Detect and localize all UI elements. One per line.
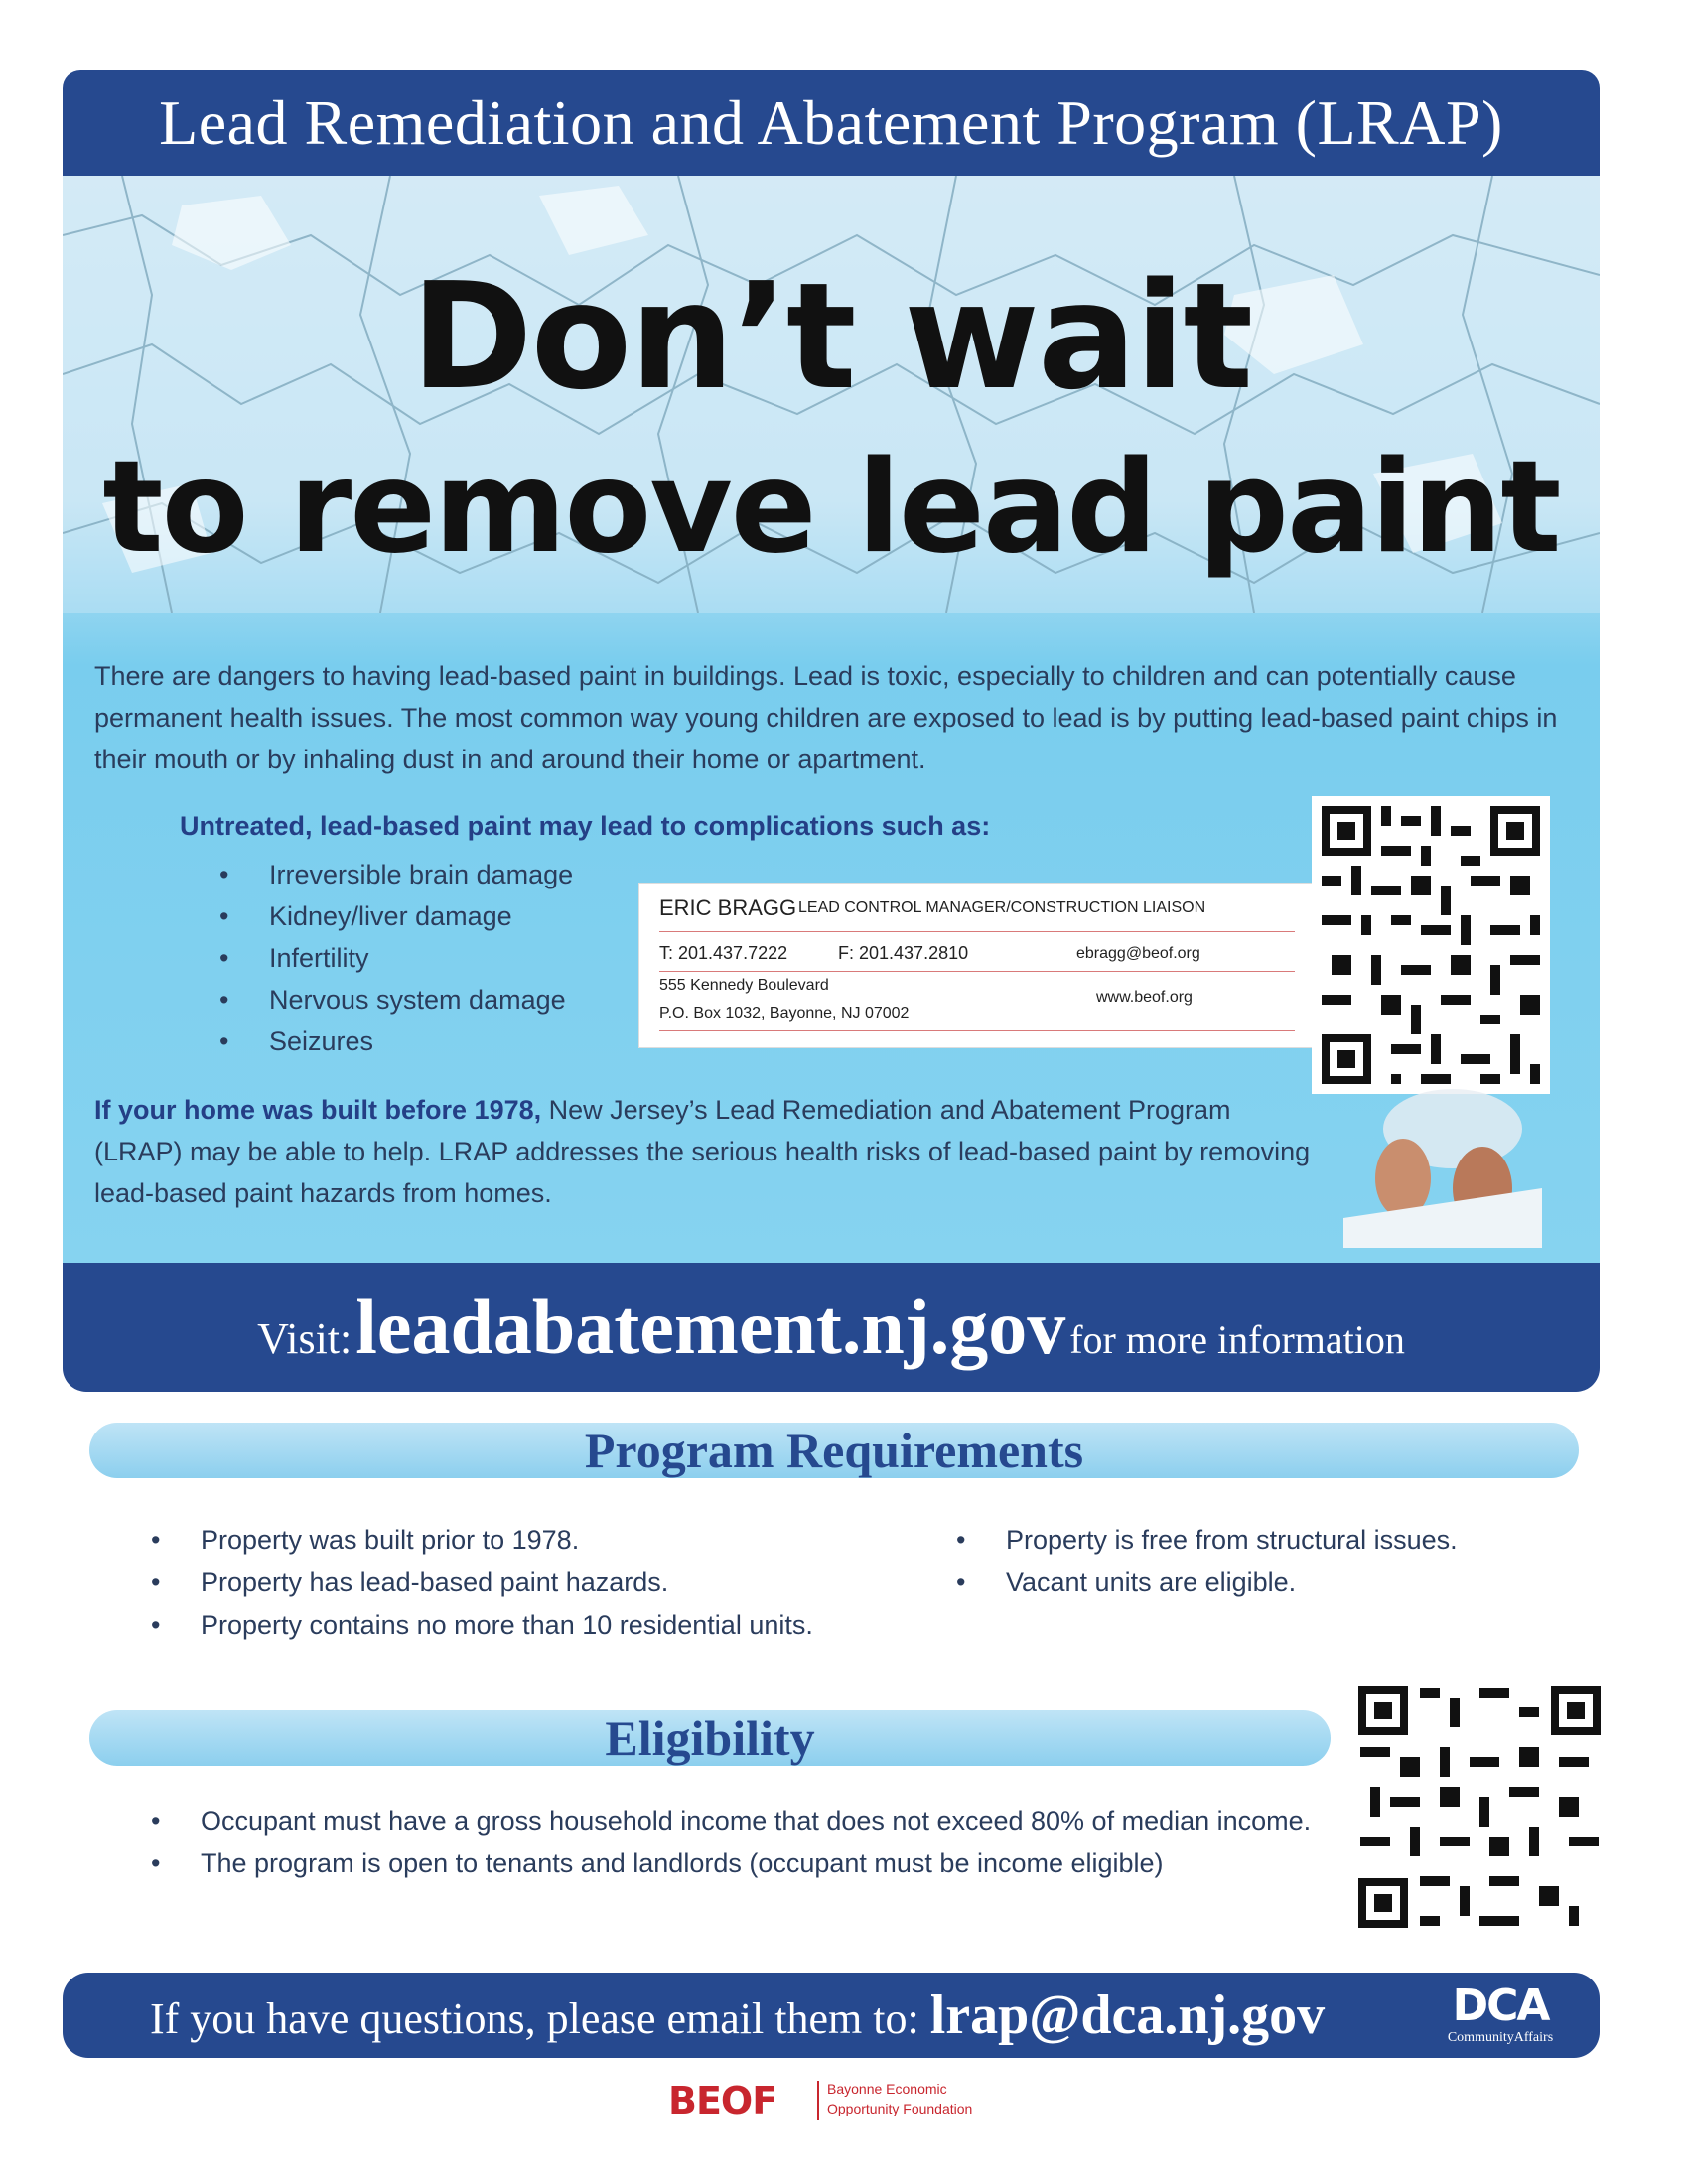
list-item: • Property contains no more than 10 residential units. <box>151 1604 813 1647</box>
pre-1978-bold: If your home was built before 1978, <box>94 1095 542 1125</box>
hero-panel <box>63 176 1600 1263</box>
contact-address-2: P.O. Box 1032, Bayonne, NJ 07002 <box>659 1005 910 1022</box>
headline-line-2: to remove lead paint <box>102 434 1560 582</box>
headline-line-1: Don’t wait <box>410 251 1252 422</box>
contact-role: LEAD CONTROL MANAGER/CONSTRUCTION LIAISON <box>798 899 1206 916</box>
complications-heading: Untreated, lead-based paint may lead to complications such as: <box>180 811 991 841</box>
dca-logo <box>1431 1982 1570 2052</box>
contact-email[interactable]: ebragg@beof.org <box>1076 945 1200 962</box>
list-item: • Property was built prior to 1978. <box>151 1519 813 1562</box>
pre-1978-paragraph <box>94 1089 1326 1214</box>
list-item: • Irreversible brain damage <box>219 854 573 895</box>
pre-1978-text: New Jersey’s Lead Remediation and Abatement Program (LRAP) may be able to help. LRAP addresses the serious health risks of lead-based paint by removing lead-based paint hazards from homes. <box>94 1095 1311 1208</box>
visit-prefix: Visit: <box>257 1314 352 1363</box>
beof-name-2: Opportunity Foundation <box>827 2101 973 2116</box>
eligibility-heading: Eligibility <box>89 1710 1331 1766</box>
contact-phone[interactable]: T: 201.437.7222 <box>659 943 788 963</box>
visit-url-link[interactable]: leadabatement.nj.gov <box>355 1284 1066 1370</box>
complications-list <box>219 854 573 1062</box>
dca-logo-sub: CommunityAffairs <box>1447 2030 1554 2045</box>
requirements-list-right <box>956 1519 1458 1604</box>
beof-logo <box>668 2077 1006 2126</box>
list-item: • The program is open to tenants and landlords (occupant must be income eligible) <box>151 1843 1323 1885</box>
requirements-heading: Program Requirements <box>89 1423 1579 1478</box>
list-item: • Occupant must have a gross household income that does not exceed 80% of median income. <box>151 1800 1323 1843</box>
contact-card <box>638 883 1316 1048</box>
dca-logo-text: DCA <box>1452 1980 1549 2031</box>
visit-bar <box>63 1263 1600 1392</box>
beof-logo-text: BEOF <box>668 2079 777 2122</box>
list-item: • Nervous system damage <box>219 979 573 1021</box>
list-item: • Vacant units are eligible. <box>956 1562 1458 1604</box>
qr-code-graphic <box>1350 1678 1609 1936</box>
qr-code-graphic <box>1312 796 1550 1094</box>
visit-suffix: for more information <box>1069 1317 1405 1362</box>
questions-prompt: If you have questions, please email them to: <box>150 1994 919 2043</box>
questions-bar <box>63 1973 1600 2058</box>
questions-email-link[interactable]: lrap@dca.nj.gov <box>929 1984 1326 2046</box>
program-header: Lead Remediation and Abatement Program (LRAP) <box>63 70 1600 176</box>
list-item: • Kidney/liver damage <box>219 895 573 937</box>
beof-name-1: Bayonne Economic <box>827 2081 947 2097</box>
list-item: • Property has lead-based paint hazards. <box>151 1562 813 1604</box>
list-item: • Property is free from structural issues. <box>956 1519 1458 1562</box>
list-item: • Infertility <box>219 937 573 979</box>
contact-address-1: 555 Kennedy Boulevard <box>659 977 829 994</box>
questions-text <box>150 1973 1325 2062</box>
requirements-list-left <box>151 1519 813 1647</box>
contact-fax: F: 201.437.2810 <box>838 943 969 963</box>
qr-code-icon[interactable] <box>1350 1678 1609 1936</box>
eligibility-list <box>151 1800 1323 1885</box>
qr-code-icon[interactable] <box>1312 796 1550 1094</box>
intro-paragraph: There are dangers to having lead-based paint in buildings. Lead is toxic, especially to children and can potentially cause permanent health issues. The most common way young children are exposed to lead is by putting lead-based paint chips in their mouth or by inhaling dust in and around their home or apartment. <box>94 661 1558 774</box>
contact-name: ERIC BRAGG <box>659 895 797 920</box>
contact-website[interactable]: www.beof.org <box>1096 989 1193 1006</box>
list-item: • Seizures <box>219 1021 573 1062</box>
baby-feet-image <box>1343 1069 1542 1248</box>
